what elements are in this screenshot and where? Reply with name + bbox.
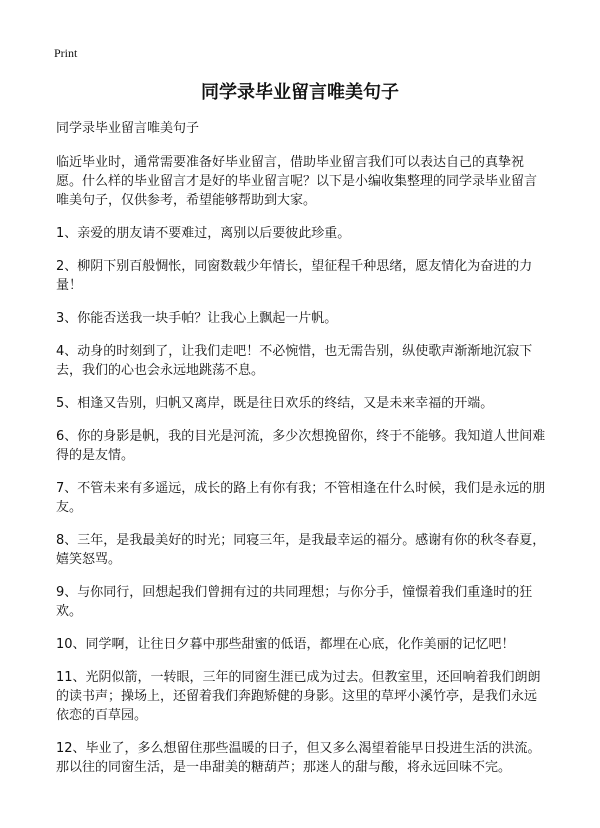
quote-item: 8、三年，是我最美好的时光；同寝三年，是我最幸运的福分。感谢有你的秋冬春夏，嬉笑怒骂。 [56, 533, 546, 567]
quote-item: 9、与你同行，回想起我们曾拥有过的共同理想；与你分手，憧憬着我们重逢时的狂欢。 [56, 585, 533, 619]
quote-list [56, 224, 548, 777]
article-body [56, 119, 548, 791]
quote-item: 11、光阴似箭，一转眼，三年的同窗生涯已成为过去。但教室里，还回响着我们朗朗的读书声；操场上，还留着我们奔跑矫健的身影。这里的草坪小溪竹亭，是我们永远依恋的百草园。 [56, 670, 541, 723]
quote-item: 1、亲爱的朋友请不要难过，离别以后要彼此珍重。 [56, 226, 351, 241]
page-title: 同学录毕业留言唯美句子 [201, 82, 399, 103]
quote-item: 3、你能否送我一块手帕？让我心上飘起一片帆。 [56, 311, 338, 326]
quote-item: 4、动身的时刻到了，让我们走吧！不必惋惜，也无需告别，纵使歌声渐渐地沉寂下去，我们的心也会永远地跳荡不息。 [56, 344, 533, 378]
quote-item: 12、毕业了，多么想留住那些温暖的日子，但又多么渴望着能早日投进生活的洪流。那以往的同窗生活，是一串甜美的糖葫芦；那迷人的甜与酸，将永远回味不完。 [56, 741, 541, 775]
article-intro: 临近毕业时，通常需要准备好毕业留言，借助毕业留言我们可以表达自己的真挚祝愿。什么样的毕业留言才是好的毕业留言呢？以下是小编收集整理的同学录毕业留言唯美句子，仅供参考，希望能够帮助到大家。 [56, 155, 538, 208]
quote-item: 6、你的身影是帆，我的目光是河流，多少次想挽留你，终于不能够。我知道人世间难得的是友情。 [56, 429, 546, 463]
quote-item: 7、不管未来有多遥远，成长的路上有你有我；不管相逢在什么时候，我们是永远的朋友。 [56, 481, 546, 515]
quote-item: 2、柳阴下别百般惆怅，同窗数载少年情长，望征程千种思绪，愿友情化为奋进的力量！ [56, 259, 533, 293]
article-subtitle: 同学录毕业留言唯美句子 [56, 121, 200, 136]
quote-item: 10、同学啊，让往日夕暮中那些甜蜜的低语，都埋在心底，化作美丽的记忆吧！ [56, 637, 515, 652]
quote-item: 5、相逢又告别，归帆又离岸，既是往日欢乐的终结，又是未来幸福的开端。 [56, 396, 494, 411]
print-link[interactable]: Print [54, 46, 78, 60]
